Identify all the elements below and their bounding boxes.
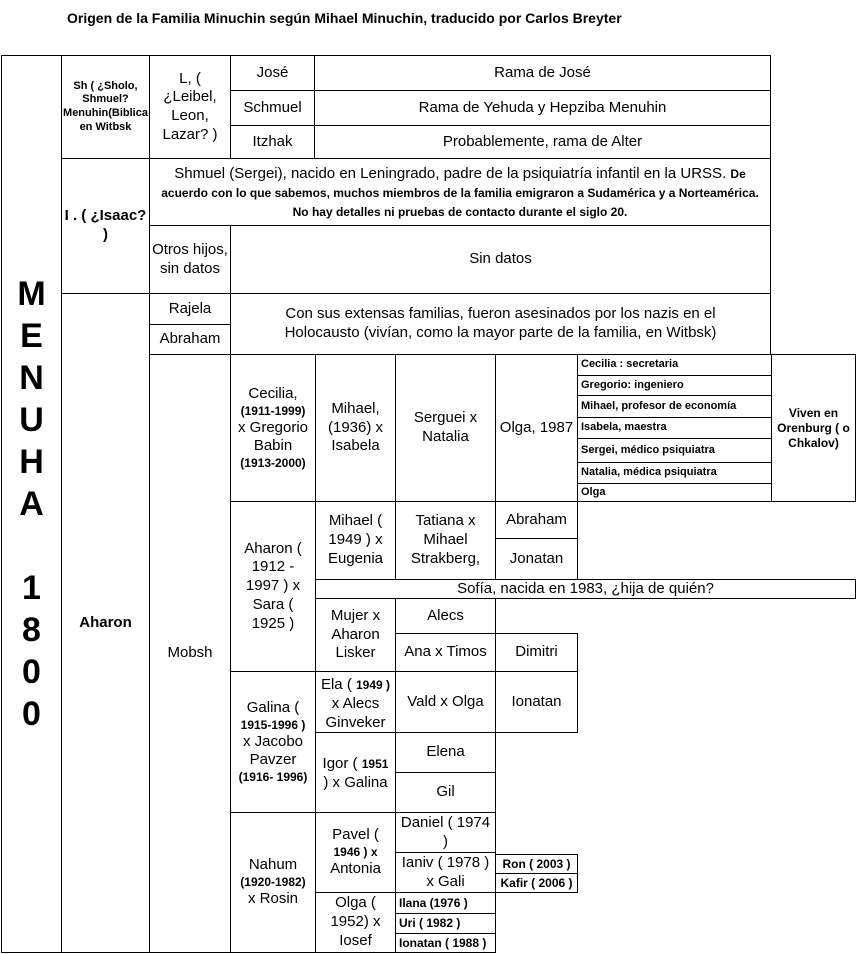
menuha-letter: E: [20, 317, 43, 355]
ionatan-nahum-cell: Ionatan ( 1988 ): [395, 933, 496, 953]
occupation-row: Sergei, médico psiquiatra: [577, 438, 772, 463]
abraham-cell: Abraham: [149, 324, 231, 355]
cecilia-name: Cecilia,: [248, 384, 298, 402]
shmuel-cell: [149, 158, 771, 226]
occupation-row: Olga: [577, 483, 772, 502]
shmuel-note: De acuerdo con lo que sabemos, muchos miembros de la familia emigraron a Sudamérica y a Norteamérica. No hay detalles ni pruebas de contacto durante el siglo 20.: [161, 167, 759, 219]
cecilia-years: (1911-1999): [240, 403, 306, 418]
cecilia-cell: [230, 354, 316, 502]
tatiana-cell: Tatiana x Mihael Strakberg,: [395, 501, 496, 580]
nahum-years: (1920-1982): [240, 875, 306, 889]
olga-cell: Olga, 1987: [495, 354, 578, 502]
branch-name: Itzhak: [230, 125, 315, 159]
nahum-cell: [230, 812, 316, 953]
menuha-letter: A: [19, 485, 44, 523]
aharon-cell: Aharon: [61, 293, 150, 953]
olga-iosef-cell: Olga ( 1952) x Iosef: [315, 892, 396, 953]
branch-desc: Probablemente, rama de Alter: [314, 125, 771, 159]
ela-year: 1949 ): [355, 678, 391, 692]
menuha-letter: H: [19, 443, 44, 481]
branch-desc: Rama de José: [314, 55, 771, 91]
menuha-column: [1, 55, 62, 953]
jacobo-years: (1916- 1996): [238, 770, 308, 785]
menuha-digit: 1: [22, 569, 41, 607]
occupation-row: Isabela, maestra: [577, 417, 772, 439]
igor-year: 1951: [361, 757, 389, 771]
menuha-letter: M: [17, 275, 46, 313]
menuha-digit: 0: [22, 653, 41, 691]
menuha-letter: U: [19, 401, 44, 439]
ilana-cell: Ilana (1976 ): [395, 892, 496, 914]
occupation-row: Gregorio: ingeniero: [577, 375, 772, 396]
aharon-sara-cell: Aharon ( 1912 - 1997 ) x Sara ( 1925 ): [230, 501, 316, 672]
nahum-name: Nahum: [248, 856, 298, 874]
branch-name: Schmuel: [230, 90, 315, 126]
gil-cell: Gil: [395, 772, 496, 813]
isaac-cell: I . ( ¿Isaac? ): [61, 158, 150, 294]
mujer-aharon-cell: Mujer x Aharon Lisker: [315, 598, 396, 672]
pavel-year: 1946 ) x: [333, 845, 378, 859]
uri-cell: Uri ( 1982 ): [395, 913, 496, 934]
vald-olga-cell: Vald x Olga: [395, 671, 496, 733]
ela-name: Ela (: [320, 676, 352, 693]
viven-cell: Viven en Orenburg ( o Chkalov): [771, 354, 856, 502]
pavel-spouse: Antonia: [330, 860, 381, 877]
ron-cell: Ron ( 2003 ): [495, 854, 578, 874]
galina-spouse: x Jacobo Pavzer: [242, 732, 304, 769]
ela-alecs-cell: [315, 671, 396, 733]
branch-name: José: [230, 55, 315, 91]
sofia-cell: Sofía, nacida en 1983, ¿hija de quién?: [315, 579, 856, 599]
alecs-cell: Alecs: [395, 598, 496, 634]
mihael-eugenia-cell: Mihael ( 1949 ) x Eugenia: [315, 501, 396, 580]
shmuel-text: Shmuel (Sergei), nacido en Leningrado, padre de la psiquiatría infantil en la URSS.: [174, 165, 727, 182]
occupation-row: Natalia, médica psiquiatra: [577, 462, 772, 484]
menuha-digit: 8: [22, 611, 41, 649]
igor-name: Igor (: [322, 755, 358, 772]
pavel-name: Pavel (: [332, 826, 379, 844]
elena-cell: Elena: [395, 732, 496, 773]
ianiv-gali-cell: Ianiv ( 1978 ) x Gali: [395, 852, 496, 893]
rajela-cell: Rajela: [149, 293, 231, 325]
mobsh-cell: Mobsh: [149, 354, 231, 953]
otros-hijos-cell: Otros hijos, sin datos: [149, 225, 231, 294]
cecilia-spouse: x Gregorio Babin: [237, 418, 309, 455]
igor-spouse: ) x Galina: [323, 773, 388, 791]
kafir-cell: Kafir ( 2006 ): [495, 873, 578, 893]
occupation-row: Mihael, profesor de economía: [577, 395, 772, 418]
igor-galina-cell: [315, 732, 396, 813]
leibel-cell: L, ( ¿Leibel, Leon, Lazar? ): [149, 55, 231, 159]
jonatan-cell: Jonatan: [495, 538, 578, 580]
ela-spouse: x Alecs Ginveker: [325, 694, 386, 731]
menuha-letter: N: [19, 359, 44, 397]
occupation-row: Cecilia : secretaria: [577, 354, 772, 376]
mihael-isabela-cell: Mihael, (1936) x Isabela: [315, 354, 396, 502]
nahum-spouse: x Rosin: [247, 890, 299, 907]
abraham-child-cell: Abraham: [495, 501, 578, 539]
sin-datos-cell: Sin datos: [230, 225, 771, 294]
holocausto-cell: Con sus extensas familias, fueron asesinados por los nazis en el Holocausto (vivían, como la mayor parte de la familia, en Witbsk): [230, 293, 771, 355]
galina-name: Galina (: [246, 698, 300, 716]
gregorio-years: (1913-2000): [240, 456, 306, 471]
dimitri-cell: Dimitri: [495, 633, 578, 672]
galina-cell: [230, 671, 316, 813]
pavel-antonia-cell: [315, 812, 396, 893]
serguei-natalia-cell: Serguei x Natalia: [395, 354, 496, 502]
galina-years: 1915-1996 ): [240, 717, 306, 732]
menuha-digit: 0: [22, 695, 41, 733]
branch-desc: Rama de Yehuda y Hepziba Menuhin: [314, 90, 771, 126]
daniel-cell: Daniel ( 1974 ): [395, 812, 496, 853]
shlomo-cell: Sh ( ¿Sholo, Shmuel? Menuhin(Biblica en Witbsk: [61, 55, 150, 159]
ana-timos-cell: Ana x Timos: [395, 633, 496, 672]
ionatan-cell: Ionatan: [495, 671, 578, 733]
page-title: Origen de la Familia Minuchin según Mihael Minuchin, traducido por Carlos Breyter: [67, 10, 622, 26]
